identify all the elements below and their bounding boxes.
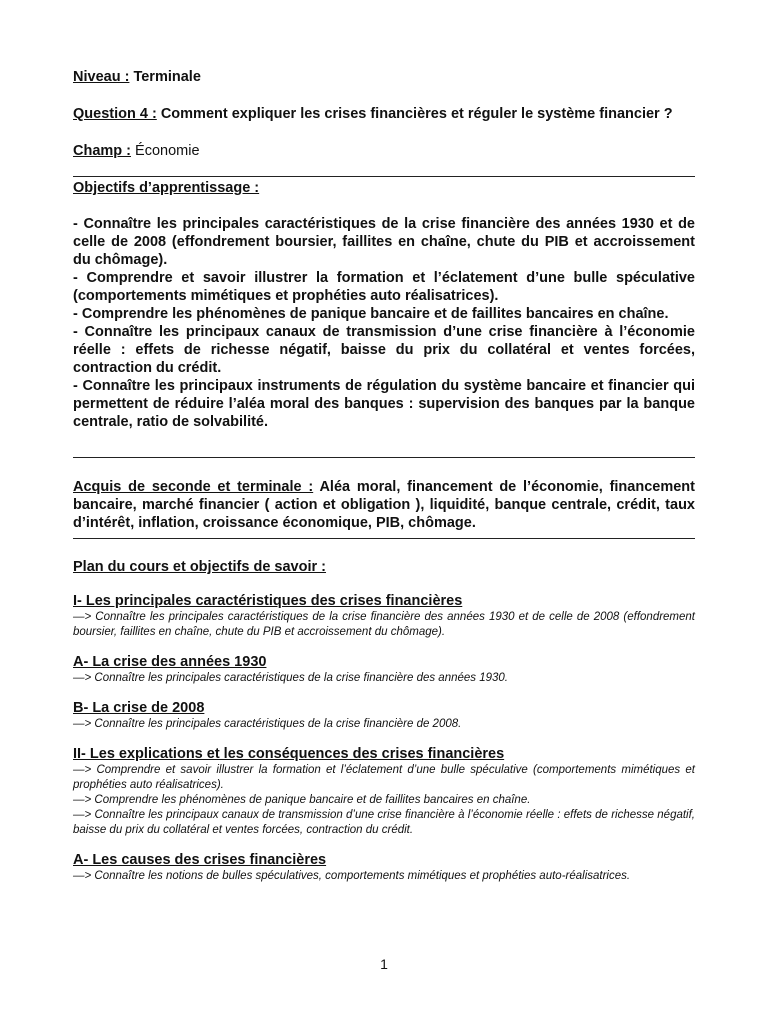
objectifs-title: Objectifs d’apprentissage : xyxy=(73,180,260,196)
plan-section-1 xyxy=(73,592,695,640)
objectif-item: - Comprendre les phénomènes de panique bancaire et de faillites bancaires en chaîne. xyxy=(73,306,669,322)
question-value: Comment expliquer les crises financières et réguler le système financier ? xyxy=(160,106,673,122)
niveau-label: Niveau : xyxy=(73,69,130,85)
question-line xyxy=(73,105,695,123)
section-note: —> Connaître les principales caractéristiques de la crise financière des années 1930. xyxy=(73,672,509,684)
section-heading: A- Les causes des crises financières xyxy=(73,852,327,868)
section-note: —> Connaître les principales caractéristiques de la crise financière des années 1930 et de celle de 2008 (effondrement boursier, faillites en chaîne, chute du PIB et accroissement du chômage). xyxy=(73,611,695,638)
champ-label: Champ : xyxy=(73,143,131,159)
acquis-paragraph xyxy=(73,478,695,532)
divider-1 xyxy=(73,176,695,177)
niveau-value: Terminale xyxy=(133,69,201,85)
plan-title: Plan du cours et objectifs de savoir : xyxy=(73,559,327,575)
objectif-item: - Connaître les principaux instruments de régulation du système bancaire et financier qui permettent de réduire l’aléa moral des banques : supervision des banques par la banque centrale, ratio de solvabilité. xyxy=(73,378,695,430)
section-heading: B- La crise de 2008 xyxy=(73,700,205,716)
document-page xyxy=(73,68,695,884)
plan-section-2 xyxy=(73,653,695,686)
question-label: Question 4 : xyxy=(73,106,157,122)
section-heading: A- La crise des années 1930 xyxy=(73,654,267,670)
objectif-item: - Connaître les principaux canaux de transmission d’une crise financière à l’économie réelle : effets de richesse négatif, baisse du prix du collatéral et ventes forcées, contraction du crédit. xyxy=(73,324,695,376)
acquis-text: Aléa moral, financement de l’économie, financement bancaire, marché financier ( action et obligation ), liquidité, banque centrale, crédit, taux d’intérêt, inflation, croissance économique, PIB, chômage. xyxy=(73,479,695,531)
plan-section-5 xyxy=(73,851,695,884)
objectif-item: - Connaître les principales caractéristiques de la crise financière des années 1930 et de celle de 2008 (effondrement boursier, faillites en chaîne, chute du PIB et accroissement du chômage). xyxy=(73,216,695,268)
page-number: 1 xyxy=(380,956,388,972)
section-heading: I- Les principales caractéristiques des crises financières xyxy=(73,593,463,609)
section-note: —> Connaître les principales caractéristiques de la crise financière de 2008. xyxy=(73,718,462,730)
plan-section-4 xyxy=(73,745,695,838)
champ-line xyxy=(73,142,695,160)
section-heading: II- Les explications et les conséquences des crises financières xyxy=(73,746,505,762)
divider-2 xyxy=(73,457,695,458)
champ-value: Économie xyxy=(135,143,200,159)
section-note: —> Comprendre et savoir illustrer la formation et l’éclatement d’une bulle spéculative (comportements mimétiques et prophéties auto réalisatrices). xyxy=(73,764,695,791)
niveau-line xyxy=(73,68,695,86)
section-note: —> Connaître les notions de bulles spéculatives, comportements mimétiques et prophéties auto-réalisatrices. xyxy=(73,870,631,882)
plan-section-3 xyxy=(73,699,695,732)
objectifs-list xyxy=(73,215,695,431)
objectif-item: - Comprendre et savoir illustrer la formation et l’éclatement d’une bulle spéculative (comportements mimétiques et prophéties auto réalisatrices). xyxy=(73,270,695,304)
divider-3 xyxy=(73,538,695,539)
section-note: —> Connaître les principaux canaux de transmission d’une crise financière à l’économie réelle : effets de richesse négatif, baisse du prix du collatéral et ventes forcées, contraction du crédit. xyxy=(73,809,695,836)
section-note: —> Comprendre les phénomènes de panique bancaire et de faillites bancaires en chaîne. xyxy=(73,794,531,806)
acquis-label: Acquis de seconde et terminale : xyxy=(73,479,314,495)
